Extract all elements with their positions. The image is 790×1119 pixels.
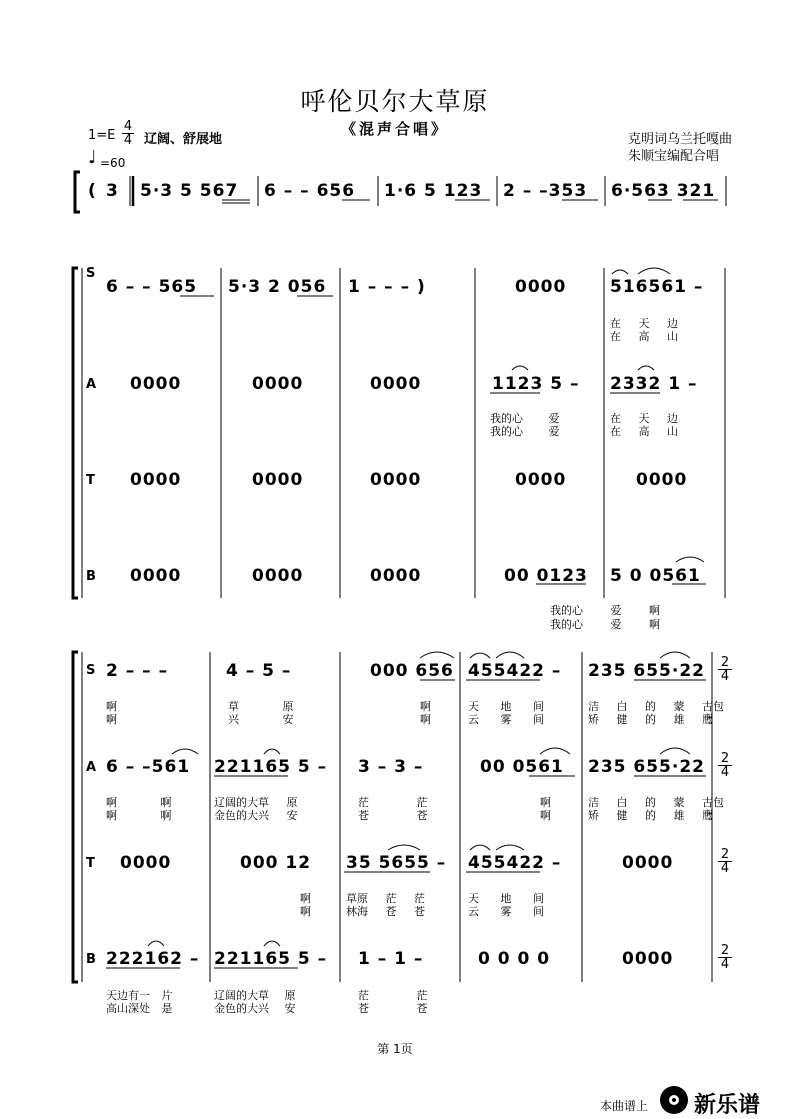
s2-alto-lyric-2-m1: 啊 啊 xyxy=(106,809,172,822)
s2-bass-lyric-1-m3: 茫 茫 xyxy=(358,989,428,1002)
source-note: 本曲谱上 xyxy=(600,1099,649,1113)
s1-soprano-m5: 516561 – xyxy=(610,277,704,297)
credit-composer: 克明词乌兰托嘎曲 xyxy=(628,132,733,147)
s2-soprano-lyric-1-m2: 草 原 xyxy=(228,700,294,713)
time-change-bass: 2 4 xyxy=(718,944,732,971)
s2-alto-m1: 6 – –561 xyxy=(106,757,191,777)
s2-soprano-m3: 000 656 xyxy=(370,661,454,681)
s2-soprano-m5: 235 655·22 xyxy=(588,661,706,681)
score-subtitle: 《混声合唱》 xyxy=(340,120,449,138)
score-title: 呼伦贝尔大草原 xyxy=(300,87,490,116)
s2-soprano-lyric-1-m4: 天 地 间 xyxy=(468,700,544,713)
s2-tenor-m1: 0000 xyxy=(120,853,172,873)
s2-bass-m3: 1 – 1 – xyxy=(358,949,424,969)
s2-alto-m3: 3 – 3 – xyxy=(358,757,424,777)
s1-bass-m3: 0000 xyxy=(370,566,422,586)
s2-tenor-m5: 0000 xyxy=(622,853,674,873)
s1-bass-m2: 0000 xyxy=(252,566,304,586)
s2-alto-lyric-2-m5: 矫 健 的 雄 鹰 xyxy=(588,809,713,822)
part-label-soprano-2: S xyxy=(86,663,96,678)
s2-soprano-lyric-1-m5: 洁 白 的 蒙 古包 xyxy=(588,700,724,713)
s1-tenor-m5: 0000 xyxy=(636,470,688,490)
s2-tenor-lyric-2-m3: 林海 苍 苍 xyxy=(346,905,425,918)
s2-alto-lyric-2-m3: 苍 苍 xyxy=(358,809,428,822)
part-label-alto-2: A xyxy=(86,760,97,775)
s2-bass-lyric-1-m1: 天边有一 片 xyxy=(106,989,173,1002)
part-label-soprano: S xyxy=(86,266,96,281)
s1-bass-lyric-1: 我的心 爱 啊 xyxy=(550,604,660,617)
s2-tenor-lyric-1-m3: 草原 茫 茫 xyxy=(346,892,425,905)
intro-measure-2: 6 – – 656 xyxy=(264,181,356,201)
intro-measure-3: 1·6 5 123 xyxy=(384,181,483,201)
s1-tenor-m3: 0000 xyxy=(370,470,422,490)
s2-bass-m1: 222162 – xyxy=(106,949,200,969)
key-signature: 1=E xyxy=(88,128,116,143)
s2-alto-lyric-1-m5: 洁 白 的 蒙 古包 xyxy=(588,796,724,809)
s2-alto-m2: 221165 5 – xyxy=(214,757,328,777)
s2-alto-lyric-1-m3: 茫 茫 xyxy=(358,796,428,809)
intro-measure-1: 5·3 5 567 xyxy=(140,181,239,201)
s1-tenor-m1: 0000 xyxy=(130,470,182,490)
s1-bass-m4: 00 0123 xyxy=(504,566,588,586)
record-logo-icon xyxy=(660,1086,688,1114)
intro-measure-4: 2 – –353 xyxy=(503,181,588,201)
s2-bass-m5: 0000 xyxy=(622,949,674,969)
s2-soprano-lyric-2-m1: 啊 xyxy=(106,713,117,726)
s2-bass-m2: 221165 5 – xyxy=(214,949,328,969)
s2-tenor-lyric-2-m4: 云 雾 间 xyxy=(468,905,544,918)
s2-alto-m5: 235 655·22 xyxy=(588,757,706,777)
s2-tenor-m3: 35 5655 – xyxy=(346,853,447,873)
s2-alto-lyric-1-m1: 啊 啊 xyxy=(106,796,172,809)
part-label-bass-2: B xyxy=(86,952,96,967)
s1-bass-m1: 0000 xyxy=(130,566,182,586)
s1-soprano-m4: 0000 xyxy=(515,277,567,297)
s1-soprano-m3: 1 – – – ) xyxy=(348,277,426,297)
s2-soprano-m4: 455422 – xyxy=(468,661,562,681)
s1-bass-m5: 5 0 0561 xyxy=(610,566,701,586)
s2-soprano-lyric-2-m2: 兴 安 xyxy=(228,713,294,726)
site-logo-text[interactable]: 新乐谱 xyxy=(694,1093,761,1118)
s2-alto-lyric-2-m4: 啊 xyxy=(540,809,551,822)
expression-mark: 辽阔、舒展地 xyxy=(144,132,223,147)
s2-soprano-lyric-1-m3: 啊 xyxy=(420,700,431,713)
s1-alto-lyric-1a: 我的心 爱 xyxy=(490,412,560,425)
time-change-tenor: 2 4 xyxy=(718,848,732,875)
s2-alto-lyric-1-m4: 啊 xyxy=(540,796,551,809)
s1-tenor-m4: 0000 xyxy=(515,470,567,490)
s2-tenor-m2: 000 12 xyxy=(240,853,312,873)
part-label-tenor: T xyxy=(86,473,95,488)
s2-tenor-lyric-2-m2: 啊 xyxy=(300,905,311,918)
s2-soprano-lyric-1-m1: 啊 xyxy=(106,700,117,713)
s2-alto-lyric-1-m2: 辽阔的大草 原 xyxy=(214,796,298,809)
s1-soprano-lyric-2: 在 高 山 xyxy=(610,330,678,343)
tempo-mark: =60 xyxy=(100,156,126,170)
s1-alto-m4: 1123 5 – xyxy=(492,374,580,394)
s1-alto-lyric-1b: 在 天 边 xyxy=(610,412,678,425)
time-bottom: 4 xyxy=(123,133,133,148)
s2-soprano-lyric-2-m4: 云 雾 间 xyxy=(468,713,544,726)
time-top: 4 xyxy=(123,119,133,134)
quarter-note-icon: ♩ xyxy=(88,147,97,168)
intro-open-paren: ( xyxy=(88,181,97,201)
s2-bass-lyric-2-m1: 高山深处 是 xyxy=(106,1002,173,1015)
s1-alto-m1: 0000 xyxy=(130,374,182,394)
s2-bass-lyric-2-m2: 金色的大兴 安 xyxy=(214,1002,296,1015)
s2-soprano-lyric-2-m3: 啊 xyxy=(420,713,431,726)
s1-alto-m5: 2332 1 – xyxy=(610,374,698,394)
s1-bass-lyric-2: 我的心 爱 啊 xyxy=(550,618,660,631)
s2-alto-m4: 00 0561 xyxy=(480,757,564,777)
s2-bass-lyric-2-m3: 苍 苍 xyxy=(358,1002,428,1015)
s1-tenor-m2: 0000 xyxy=(252,470,304,490)
s2-bass-m4: 0 0 0 0 xyxy=(478,949,551,969)
part-label-tenor-2: T xyxy=(86,856,95,871)
s2-soprano-m1: 2 – – – xyxy=(106,661,169,681)
s2-tenor-lyric-1-m2: 啊 xyxy=(300,892,311,905)
s1-alto-lyric-2b: 在 高 山 xyxy=(610,425,678,438)
s2-soprano-lyric-2-m5: 矫 健 的 雄 鹰 xyxy=(588,713,713,726)
intro-measure-0: 3 xyxy=(106,181,119,201)
s1-alto-lyric-2a: 我的心 爱 xyxy=(490,425,560,438)
s1-alto-m3: 0000 xyxy=(370,374,422,394)
credit-arranger: 朱顺宝编配合唱 xyxy=(628,149,720,164)
s2-bass-lyric-1-m2: 辽阔的大草 原 xyxy=(214,989,296,1002)
part-label-bass: B xyxy=(86,569,96,584)
s1-soprano-m2: 5·3 2 056 xyxy=(228,277,327,297)
s1-soprano-lyric-1: 在 天 边 xyxy=(610,317,678,330)
s1-soprano-m1: 6 – – 565 xyxy=(106,277,198,297)
s2-alto-lyric-2-m2: 金色的大兴 安 xyxy=(214,809,298,822)
time-change-soprano: 2 4 xyxy=(718,656,732,683)
s2-soprano-m2: 4 – 5 – xyxy=(226,661,292,681)
time-change-alto: 2 4 xyxy=(718,752,732,779)
s2-tenor-lyric-1-m4: 天 地 间 xyxy=(468,892,544,905)
part-label-alto: A xyxy=(86,377,97,392)
page-number: 第 1页 xyxy=(377,1042,413,1056)
s2-tenor-m4: 455422 – xyxy=(468,853,562,873)
s1-alto-m2: 0000 xyxy=(252,374,304,394)
intro-measure-5: 6·563 321 xyxy=(611,181,716,201)
